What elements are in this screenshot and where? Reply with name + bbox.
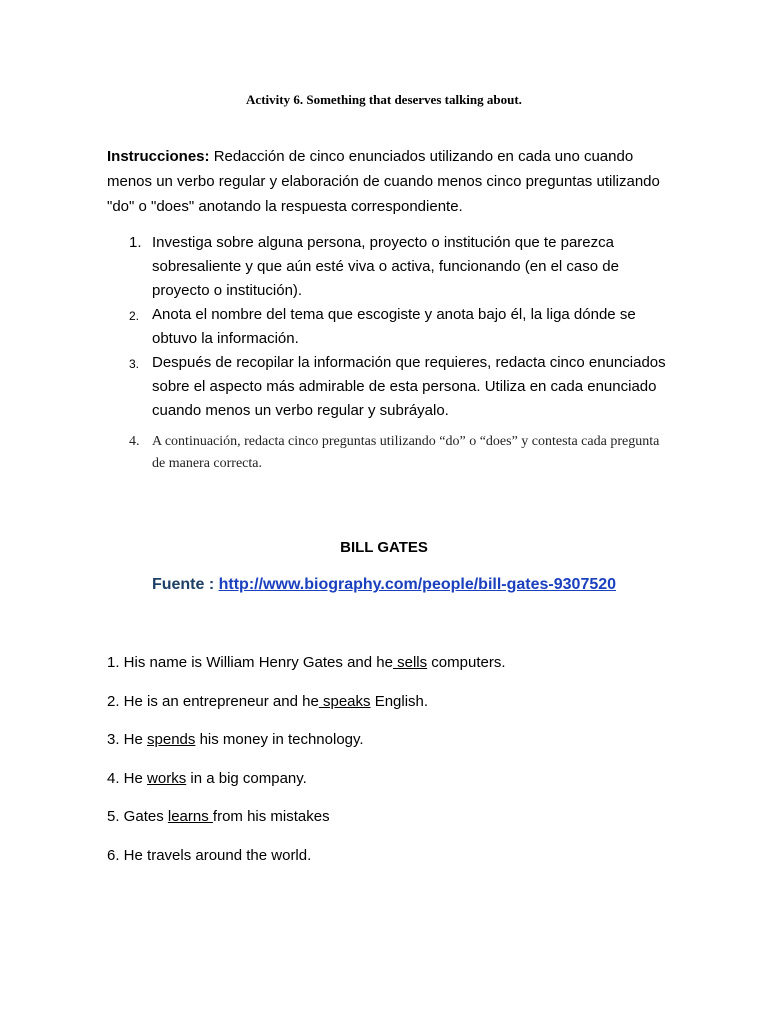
sentence-text: His name is William Henry Gates and he [119, 654, 393, 671]
step-number: 2. [129, 309, 140, 323]
sentence-text: from his mistakes [212, 808, 330, 825]
step-item [107, 231, 667, 303]
instructions-paragraph [107, 144, 667, 219]
sentence-text: his money in technology. [195, 731, 364, 748]
underlined-verb: learns [167, 808, 213, 825]
steps-list [107, 231, 667, 475]
sentence-text: Gates [119, 808, 168, 825]
step-text: Después de recopilar la información que requieres, redacta cinco enunciados sobre el aspecto más admirable de esta persona. Utiliza en cada enunciado cuando menos un verbo regular y subráyalo. [152, 354, 666, 419]
source-label: Fuente : [151, 576, 219, 593]
sentence-text: He [119, 769, 148, 787]
step-text: Investiga sobre alguna persona, proyecto o institución que te parezca sobresaliente y que aún esté viva o activa, funcionando (en el caso de proyecto o institución). [152, 234, 619, 299]
source-link[interactable]: http://www.biography.com/people/bill-gates-9307520 [218, 576, 617, 593]
sentences-list [107, 652, 667, 883]
step-text: A continuación, redacta cinco preguntas utilizando “do” o “does” y contesta cada pregunta de manera correcta. [152, 434, 660, 471]
step-item [107, 431, 667, 475]
step-number: 3. [129, 357, 140, 371]
sentence-text: English. [370, 692, 429, 710]
sentence-text: He [119, 731, 148, 748]
underlined-verb: spends [147, 731, 196, 748]
step-item [107, 303, 667, 351]
sentence-number: 1. [107, 654, 120, 671]
sentence-item [107, 845, 667, 884]
sentence-item [107, 652, 667, 691]
step-item [107, 351, 667, 423]
step-number: 1. [129, 234, 142, 251]
sentence-text: in a big company. [186, 769, 307, 787]
underlined-verb: works [147, 769, 187, 787]
sentence-number: 4. [107, 769, 120, 787]
instructions-text: Redacción de cinco enunciados utilizando en cada uno cuando menos un verbo regular y elaboración de cuando menos cinco preguntas utilizando "do" o "does" anotando la respuesta correspondiente. [107, 148, 660, 215]
underlined-verb: sells [392, 654, 428, 671]
sentence-number: 3. [107, 731, 120, 748]
step-number: 4. [129, 434, 140, 449]
section-title: BILL GATES [340, 539, 428, 556]
instructions-label: Instrucciones: [107, 148, 210, 165]
sentence-number: 2. [107, 692, 120, 710]
sentence-text: He is an entrepreneur and he [119, 692, 319, 710]
activity-title: Activity 6. Something that deserves talking about. [246, 92, 522, 107]
sentence-item [107, 729, 667, 768]
sentence-number: 5. [107, 808, 120, 825]
sentence-item [107, 691, 667, 730]
sentence-text: computers. [427, 654, 506, 671]
sentence-text: He travels around the world. [119, 846, 312, 864]
step-text: Anota el nombre del tema que escogiste y anota bajo él, la liga dónde se obtuvo la información. [152, 306, 636, 347]
sentence-item [107, 806, 667, 845]
underlined-verb: speaks [318, 692, 371, 710]
source-line [0, 576, 768, 594]
sentence-number: 6. [107, 846, 120, 864]
sentence-item [107, 768, 667, 807]
